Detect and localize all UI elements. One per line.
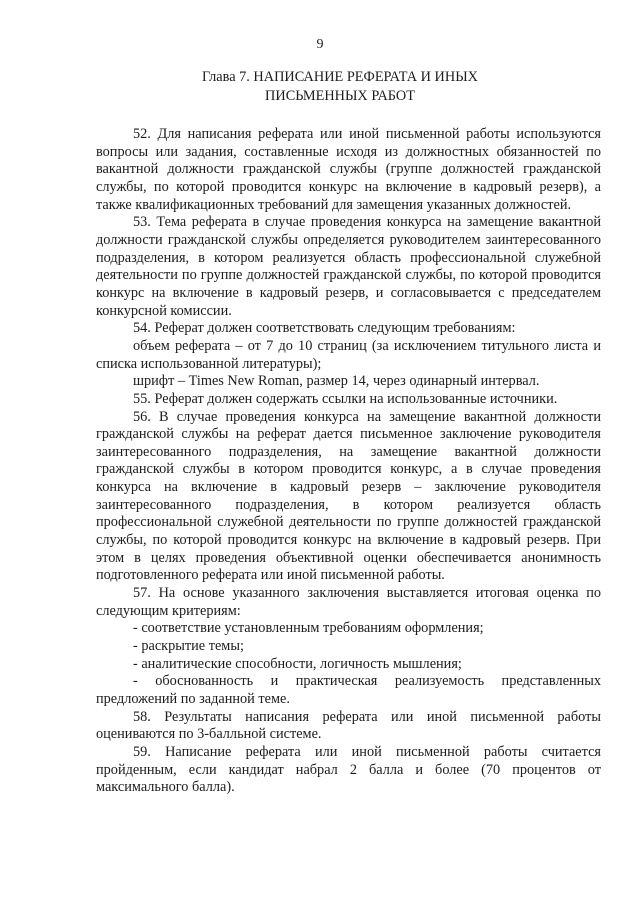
paragraph-53: 53. Тема реферата в случае проведения конкурса на замещение вакантной должности гражданской службы определяется руководителем заинтересованного подразделения, в котором реализуется область профессиональной служебной деятельности по группе должностей гражданской службы, по которой проводится конкурс на включение в кадровый резерв, и согласовывается с председателем конкурсной комиссии. [96, 214, 601, 319]
chapter-title-line-2: ПИСЬМЕННЫХ РАБОТ [265, 88, 415, 104]
criterion-validity: - обоснованность и практическая реализуемость представленных предложений по заданной теме. [96, 673, 601, 707]
paragraph-56: 56. В случае проведения конкурса на замещение вакантной должности гражданской службы на реферат дается письменное заключение руководителя заинтересованного подразделения, на замещение вакантной должности гражданской службы в котором проводится конкурс, а в случае проведения конкурса на включение в кадровый резерв – заключение руководителя заинтересованного подразделения, в котором реализуется область профессиональной служебной деятельности по группе должностей гражданской службы, по которой проводится конкурс на включение в кадровый резерв. При этом в целях проведения объективной оценки обеспечивается анонимность подготовленного реферата или иной письменной работы. [96, 408, 601, 584]
paragraph-57: 57. На основе указанного заключения выставляется итоговая оценка по следующим критериям: [96, 585, 601, 619]
paragraph-52: 52. Для написания реферата или иной письменной работы используются вопросы или задания, составленные исходя из должностных обязанностей по вакантной должности гражданской службы (группе должностей гражданской службы, по которой проводится конкурс на включение в кадровый резерв), а также квалификационных требований для замещения указанных должностей. [96, 126, 601, 213]
paragraph-59: 59. Написание реферата или иной письменной работы считается пройденным, если кандидат набрал 2 балла и более (70 процентов от максимального балла). [96, 743, 601, 796]
criterion-topic: - раскрытие темы; [133, 638, 244, 655]
page-number: 9 [316, 37, 324, 52]
criterion-formatting: - соответствие установленным требованиям оформления; [133, 620, 484, 637]
paragraph-58: 58. Результаты написания реферата или иной письменной работы оцениваются по 3-балльной системе. [96, 708, 601, 743]
paragraph-54: 54. Реферат должен соответствовать следующим требованиям: [133, 320, 516, 337]
chapter-title-line-1: Глава 7. НАПИСАНИЕ РЕФЕРАТА И ИНЫХ [201, 69, 479, 85]
requirement-font: шрифт – Times New Roman, размер 14, через одинарный интервал. [133, 373, 540, 390]
chapter-title [90, 68, 590, 106]
criterion-analytics: - аналитические способности, логичность мышления; [133, 655, 462, 672]
paragraph-55: 55. Реферат должен содержать ссылки на использованные источники. [133, 390, 558, 407]
document-body [96, 126, 601, 797]
requirement-volume: объем реферата – от 7 до 10 страниц (за исключением титульного листа и списка использованной литературы); [96, 337, 601, 372]
